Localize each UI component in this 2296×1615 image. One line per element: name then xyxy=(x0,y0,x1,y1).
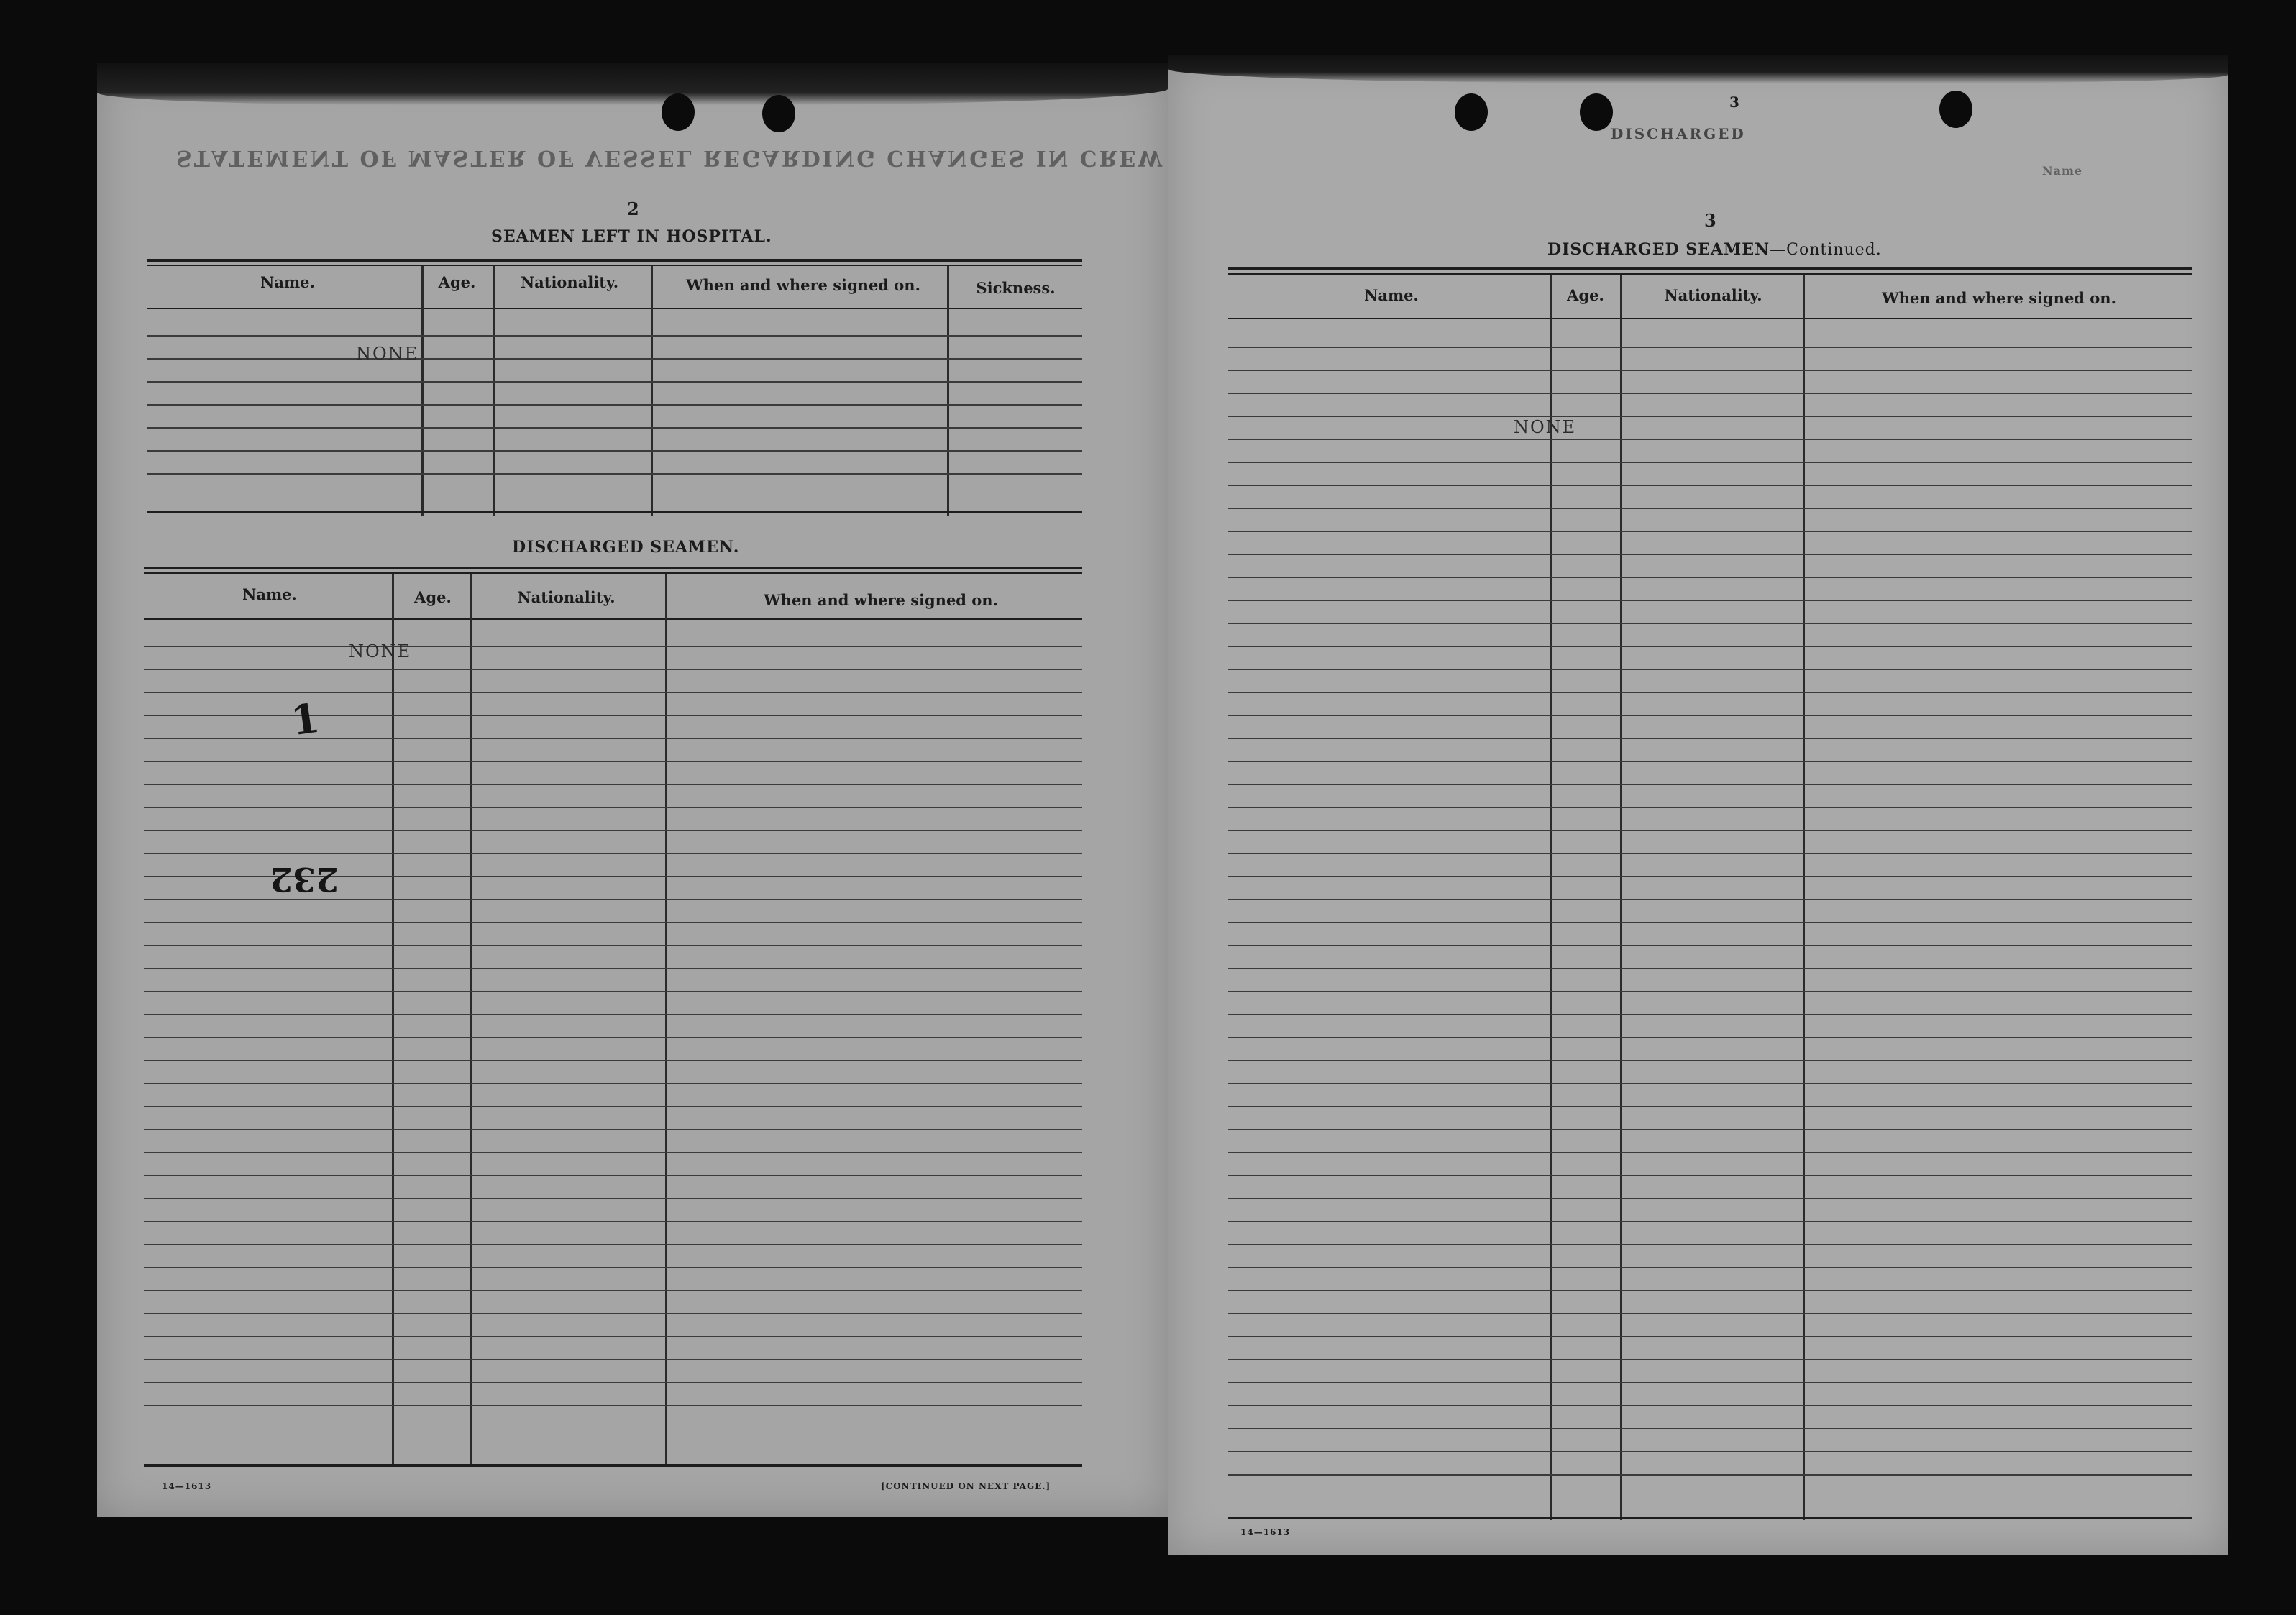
burned-edge xyxy=(1168,55,2228,83)
none-stamp: NONE xyxy=(1514,417,1577,437)
top-page-number: 3 xyxy=(1729,93,1739,111)
col-signed-on-header: When and where signed on. xyxy=(1882,289,2116,307)
table-top-rule xyxy=(147,265,1082,266)
table-bottom-rule xyxy=(144,1464,1082,1467)
table-top-rule xyxy=(144,567,1082,569)
col-name-header: Name. xyxy=(242,585,297,603)
table-top-rule xyxy=(147,259,1082,262)
hospital-section-title: SEAMEN LEFT IN HOSPITAL. xyxy=(491,227,772,246)
table-bottom-rule xyxy=(1228,1517,2192,1519)
ruled-rows xyxy=(147,335,1082,496)
continued-note: [CONTINUED ON NEXT PAGE.] xyxy=(881,1481,1051,1491)
left-page xyxy=(97,70,1168,1517)
page-number: 3 xyxy=(1704,210,1716,231)
top-margin-text: DISCHARGED xyxy=(1611,125,1746,142)
header-rule xyxy=(1228,318,2192,319)
col-age-header: Age. xyxy=(414,588,452,606)
col-nationality-header: Nationality. xyxy=(517,588,616,606)
ruled-rows xyxy=(1228,347,2192,1497)
burned-edge xyxy=(97,63,1168,105)
handwritten-mark: 1 xyxy=(288,694,323,746)
col-name-header: Name. xyxy=(1364,286,1419,304)
bleed-through-heading: STATEMENT OF MASTER OF VESSEL REGARDING CHANGES IN CREW xyxy=(176,145,1165,170)
discharged-continued-title: DISCHARGED SEAMEN—Continued. xyxy=(1547,240,1882,259)
col-age-header: Age. xyxy=(1567,286,1604,304)
punch-hole xyxy=(1939,91,1972,128)
stamped-number: 232 xyxy=(270,860,339,899)
ruled-rows xyxy=(144,646,1082,1428)
table-top-rule xyxy=(1228,273,2192,275)
col-nationality-header: Nationality. xyxy=(1664,286,1762,304)
punch-hole xyxy=(762,95,795,132)
table-top-rule xyxy=(1228,267,2192,270)
discharged-section-title: DISCHARGED SEAMEN. xyxy=(512,538,740,557)
punch-hole xyxy=(662,93,695,131)
col-nationality-header: Nationality. xyxy=(520,273,619,291)
punch-hole xyxy=(1580,93,1613,131)
table-top-rule xyxy=(144,572,1082,574)
col-signed-on-header: When and where signed on. xyxy=(686,276,920,294)
form-number: 14—1613 xyxy=(1240,1527,1291,1537)
col-sickness-header: Sickness. xyxy=(976,279,1056,297)
header-rule xyxy=(147,308,1082,309)
none-stamp: NONE xyxy=(349,641,412,662)
top-margin-name: Name xyxy=(2042,164,2083,178)
header-rule xyxy=(144,618,1082,620)
punch-hole xyxy=(1455,93,1488,131)
col-signed-on-header: When and where signed on. xyxy=(764,591,998,609)
table-bottom-rule xyxy=(147,511,1082,513)
col-name-header: Name. xyxy=(260,273,315,291)
none-stamp: NONE xyxy=(356,344,419,364)
page-number: 2 xyxy=(627,198,639,219)
right-page xyxy=(1168,59,2228,1555)
form-number: 14—1613 xyxy=(162,1481,212,1491)
col-age-header: Age. xyxy=(438,273,476,291)
